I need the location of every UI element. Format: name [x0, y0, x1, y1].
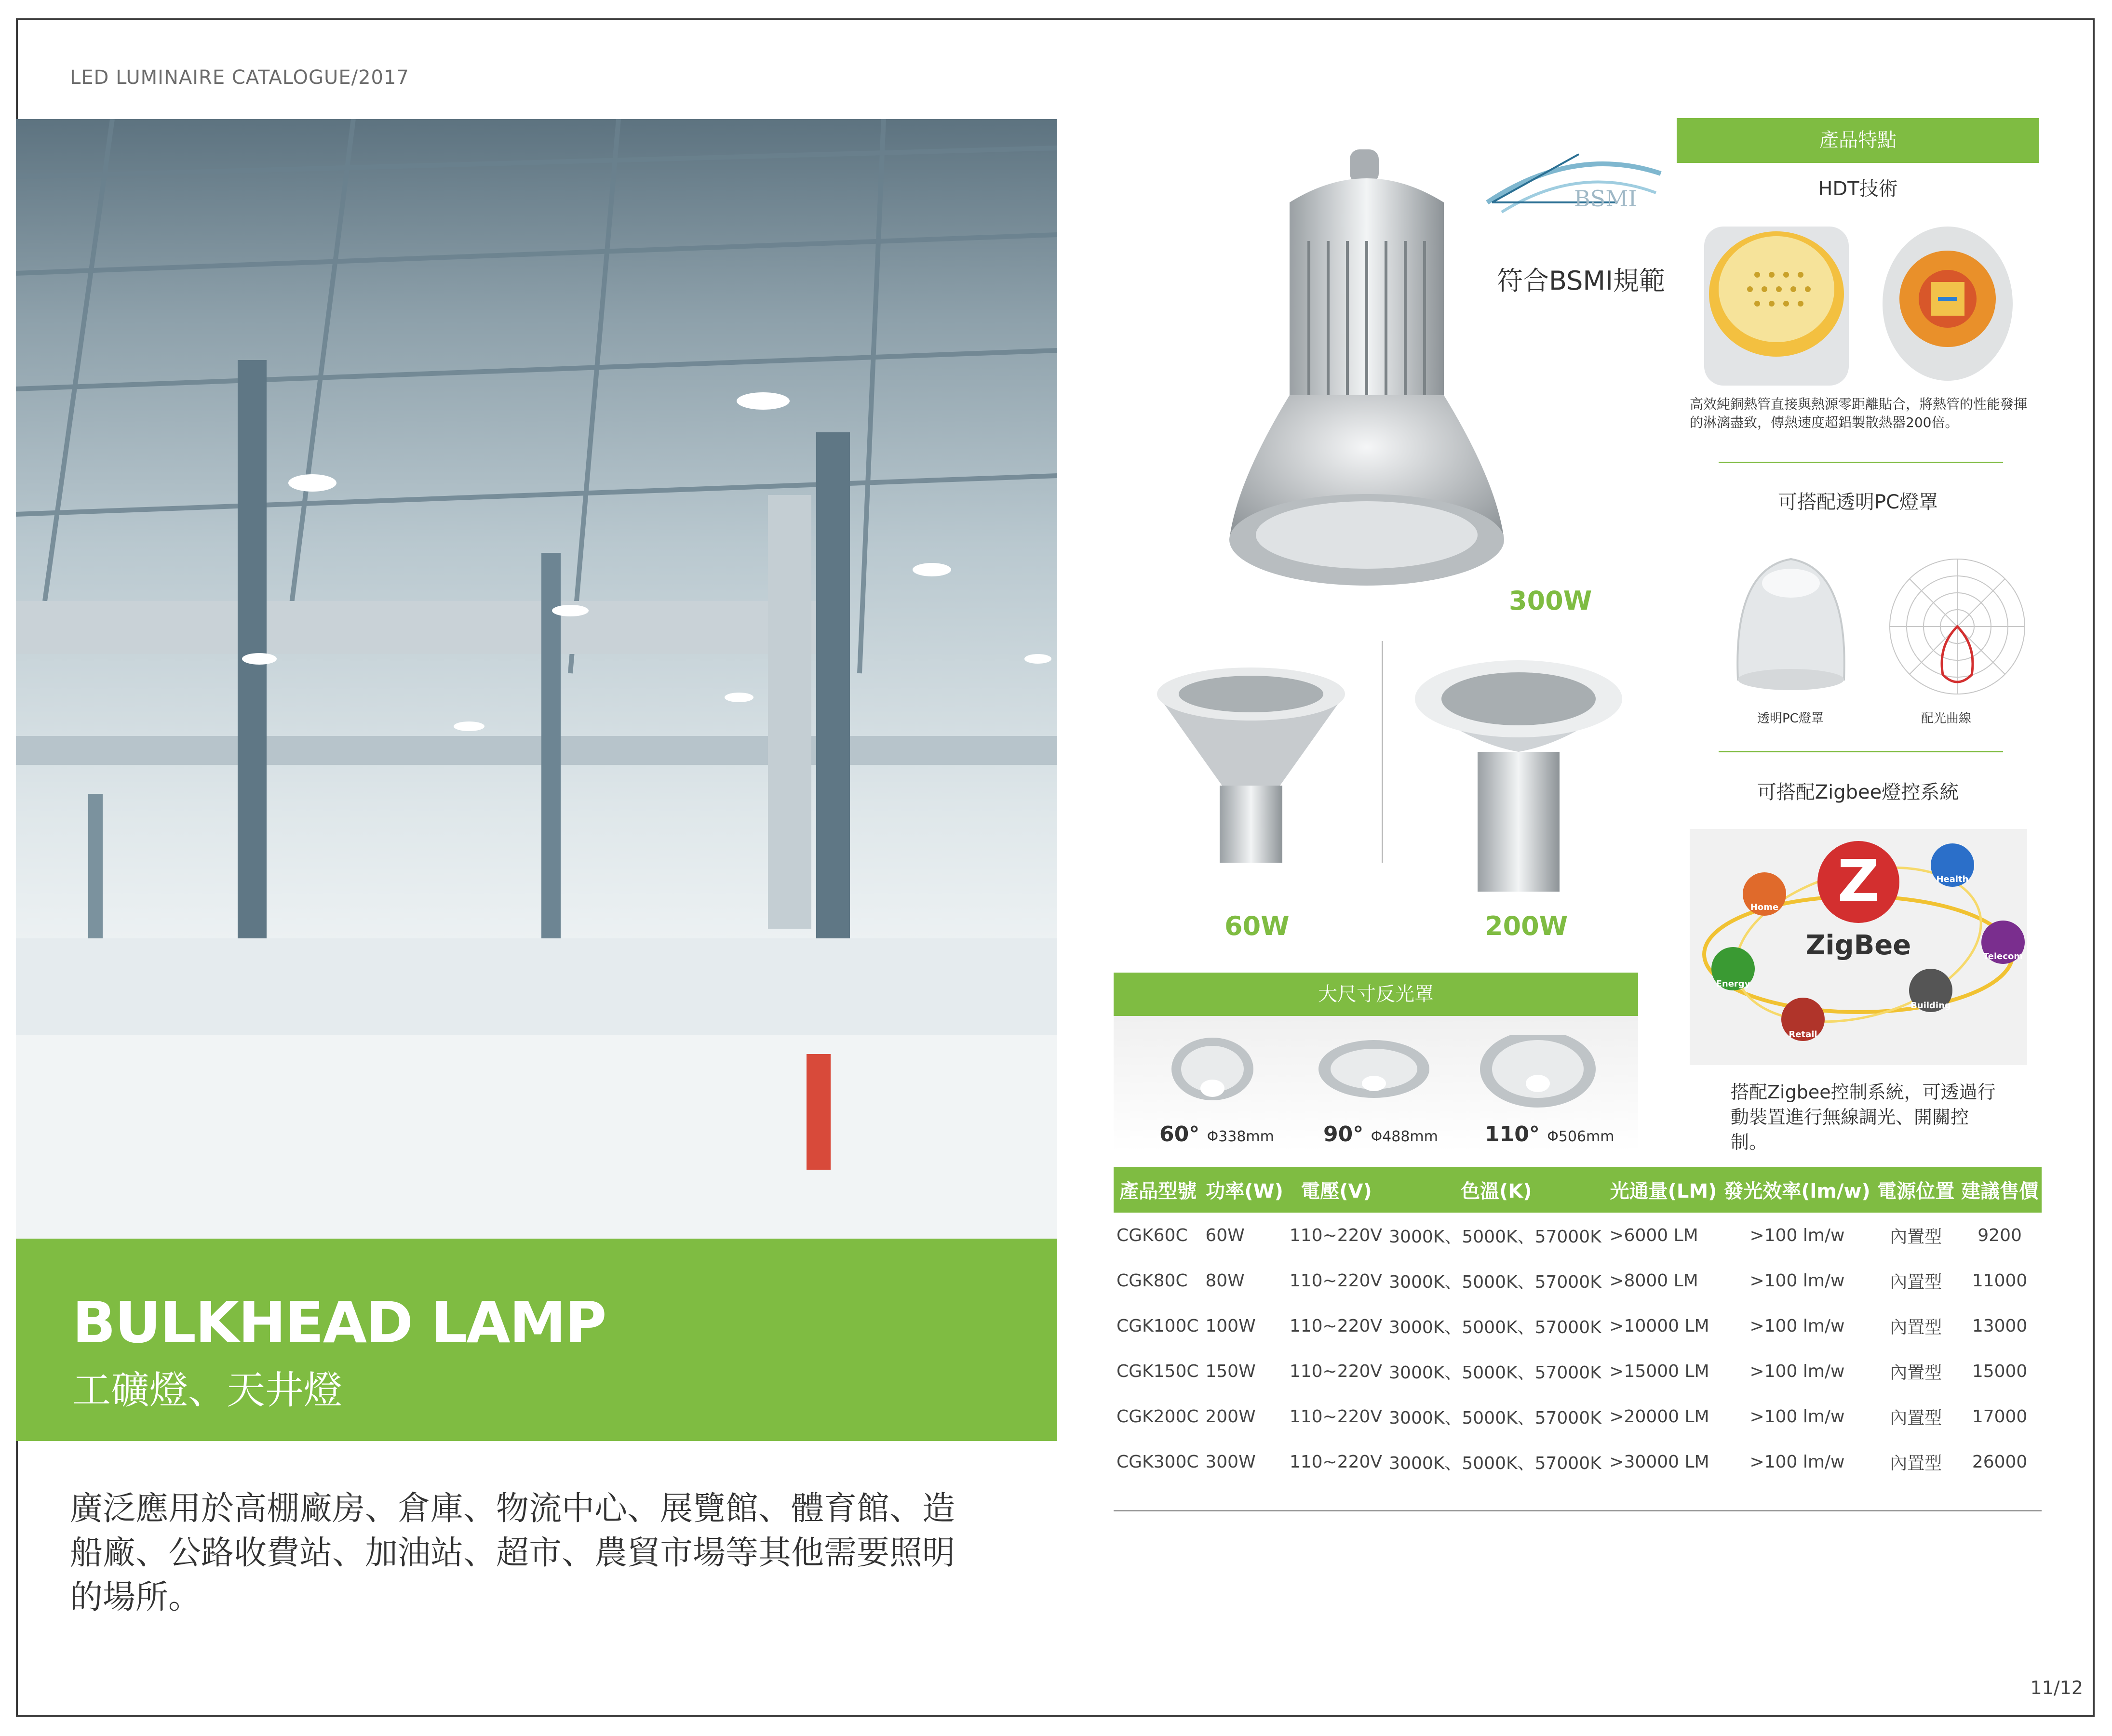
- light-curve-label: 配光曲線: [1921, 711, 1972, 726]
- cell-driver-position: 內置型: [1890, 1227, 1942, 1247]
- pc-cover-label: 透明PC燈罩: [1757, 711, 1824, 726]
- table-row: [1114, 1439, 2042, 1484]
- light-curve-image: [1885, 554, 2030, 699]
- product-description: 廣泛應用於高棚廠房、倉庫、物流中心、展覽館、體育館、造船廠、公路收費站、加油站、超市、農貿市場等其他需要照明的場所。: [70, 1490, 955, 1616]
- cell-model: CGK150C: [1117, 1361, 1199, 1381]
- cell-price: 13000: [1972, 1316, 2028, 1336]
- cell-model: CGK100C: [1117, 1316, 1199, 1336]
- svg-text:Energy: Energy: [1716, 979, 1750, 989]
- cell-efficacy: >100 lm/w: [1749, 1270, 1845, 1291]
- reflector-90-label: 90° Φ488mm: [1323, 1122, 1438, 1147]
- cell-lumen: >30000 LM: [1609, 1452, 1709, 1472]
- cell-color-temp: 3000K、5000K、57000K: [1389, 1227, 1601, 1247]
- cell-driver-position: 內置型: [1890, 1362, 1942, 1383]
- cell-price: 26000: [1972, 1452, 2028, 1472]
- cell-efficacy: >100 lm/w: [1749, 1406, 1845, 1427]
- cell-lumen: >6000 LM: [1609, 1225, 1698, 1245]
- col-model: 產品型號: [1114, 1167, 1202, 1213]
- cell-color-temp: 3000K、5000K、57000K: [1389, 1453, 1601, 1473]
- reflector-panel: [1114, 1016, 1638, 1152]
- cell-color-temp: 3000K、5000K、57000K: [1389, 1362, 1601, 1383]
- cell-voltage: 110~220V: [1289, 1270, 1383, 1291]
- lamp-60w-image: [1155, 665, 1347, 868]
- reflector-60-image: [1171, 1038, 1253, 1100]
- zigbee-diagram: [1690, 829, 2027, 1065]
- zigbee-node-retail: [1781, 998, 1825, 1041]
- cell-lumen: >8000 LM: [1609, 1270, 1698, 1291]
- reflector-110-image: [1480, 1035, 1596, 1108]
- watt-200-label: 200W: [1485, 911, 1568, 941]
- hdt-description: 高效純銅熱管直接與熱源零距離貼合，將熱管的性能發揮的淋漓盡致，傳熱速度超鋁製散熱器200倍。: [1690, 396, 2028, 430]
- reflector-60-label: 60° Φ338mm: [1159, 1122, 1274, 1147]
- cell-model: CGK200C: [1117, 1406, 1199, 1427]
- warehouse-photo: [16, 119, 1057, 1239]
- cell-efficacy: >100 lm/w: [1749, 1361, 1845, 1381]
- svg-text:Health: Health: [1936, 874, 1969, 884]
- col-driver-position: 電源位置: [1874, 1167, 1958, 1213]
- bsmi-logo-text: BSMI: [1574, 186, 1637, 212]
- zigbee-node-energy: [1711, 947, 1755, 990]
- cell-lumen: >10000 LM: [1609, 1316, 1709, 1336]
- lamp-200w-image: [1412, 646, 1625, 896]
- cell-model: CGK80C: [1117, 1270, 1188, 1291]
- bsmi-label: 符合BSMI規範: [1497, 266, 1665, 296]
- cell-voltage: 110~220V: [1289, 1406, 1383, 1427]
- cell-color-temp: 3000K、5000K、57000K: [1389, 1408, 1601, 1428]
- cell-lumen: >20000 LM: [1609, 1406, 1709, 1427]
- cell-price: 11000: [1972, 1270, 2028, 1291]
- cell-model: CGK300C: [1117, 1452, 1199, 1472]
- watt-60-label: 60W: [1224, 911, 1290, 941]
- cell-power: 150W: [1205, 1361, 1256, 1381]
- table-bottom-rule: [1114, 1510, 2042, 1511]
- svg-text:Home: Home: [1750, 902, 1779, 912]
- cell-efficacy: >100 lm/w: [1749, 1452, 1845, 1472]
- col-price: 建議售價: [1958, 1167, 2042, 1213]
- reflector-110-label: 110° Φ506mm: [1485, 1122, 1614, 1147]
- zigbee-title: 可搭配Zigbee燈控系統: [1757, 781, 1959, 803]
- cell-price: 9200: [1977, 1225, 2022, 1245]
- bsmi-logo: [1482, 145, 1666, 222]
- col-efficacy: 發光效率(lm/w): [1721, 1167, 1874, 1213]
- cell-model: CGK60C: [1117, 1225, 1188, 1245]
- cell-power: 80W: [1205, 1270, 1245, 1291]
- cell-driver-position: 內置型: [1890, 1453, 1942, 1473]
- pc-cover-image: [1728, 549, 1854, 694]
- svg-text:Building: Building: [1910, 1001, 1951, 1011]
- table-row: [1114, 1303, 2042, 1349]
- feature-divider-1: [1719, 462, 2003, 463]
- cell-driver-position: 內置型: [1890, 1317, 1942, 1337]
- cell-efficacy: >100 lm/w: [1749, 1316, 1845, 1336]
- cell-power: 300W: [1205, 1452, 1256, 1472]
- hdt-heatpipe-image: [1880, 227, 2015, 386]
- hdt-led-image: [1704, 227, 1849, 386]
- cell-price: 17000: [1972, 1406, 2028, 1427]
- pc-cover-title: 可搭配透明PC燈罩: [1777, 491, 1938, 513]
- reflector-header: 大尺寸反光罩: [1114, 973, 1638, 1016]
- reflector-90-image: [1318, 1040, 1429, 1098]
- warehouse-illustration: [16, 119, 1057, 1239]
- col-lumen: 光通量(LM): [1606, 1167, 1720, 1213]
- zigbee-node-building: [1909, 969, 1952, 1012]
- lamp-300w-image: [1227, 145, 1507, 602]
- features-header: 產品特點: [1677, 118, 2039, 163]
- cell-driver-position: 內置型: [1890, 1408, 1942, 1428]
- table-row: [1114, 1349, 2042, 1394]
- cell-voltage: 110~220V: [1289, 1452, 1383, 1472]
- page-number: 11/12: [2030, 1677, 2083, 1698]
- zigbee-description: 搭配Zigbee控制系統，可透過行動裝置進行無線調光、開關控制。: [1731, 1082, 1996, 1153]
- zigbee-node-health: [1931, 843, 1974, 887]
- cell-color-temp: 3000K、5000K、57000K: [1389, 1317, 1601, 1337]
- cell-power: 60W: [1205, 1225, 1245, 1245]
- cell-efficacy: >100 lm/w: [1749, 1225, 1845, 1245]
- cell-price: 15000: [1972, 1361, 2028, 1381]
- zigbee-logo-text: ZigBee: [1805, 930, 1911, 961]
- cell-power: 100W: [1205, 1316, 1256, 1336]
- zigbee-node-telecom: [1981, 921, 2025, 964]
- cell-voltage: 110~220V: [1289, 1225, 1383, 1245]
- spec-table-header-row: [1114, 1167, 2042, 1213]
- watt-300-label: 300W: [1509, 586, 1592, 616]
- table-row: [1114, 1213, 2042, 1258]
- cell-voltage: 110~220V: [1289, 1361, 1383, 1381]
- spec-table: [1114, 1167, 2042, 1484]
- feature-divider-2: [1719, 751, 2003, 752]
- hdt-title: HDT技術: [1818, 178, 1898, 200]
- col-power: 功率(W): [1202, 1167, 1286, 1213]
- cell-power: 200W: [1205, 1406, 1256, 1427]
- svg-text:Z: Z: [1837, 848, 1880, 915]
- table-row: [1114, 1394, 2042, 1439]
- product-title-zh: 工礦燈、天井燈: [72, 1368, 342, 1413]
- lamp-divider: [1382, 641, 1383, 863]
- catalogue-header: LED LUMINAIRE CATALOGUE/2017: [70, 67, 409, 89]
- col-voltage: 電壓(V): [1287, 1167, 1386, 1213]
- cell-color-temp: 3000K、5000K、57000K: [1389, 1272, 1601, 1292]
- col-color-temp: 色溫(K): [1386, 1167, 1606, 1213]
- cell-lumen: >15000 LM: [1609, 1361, 1709, 1381]
- zigbee-node-home: [1743, 872, 1786, 916]
- svg-text:Retail: Retail: [1789, 1029, 1817, 1040]
- cell-driver-position: 內置型: [1890, 1272, 1942, 1292]
- table-row: [1114, 1258, 2042, 1303]
- cell-voltage: 110~220V: [1289, 1316, 1383, 1336]
- product-title-en: BULKHEAD LAMP: [72, 1289, 606, 1356]
- svg-text:Telecom: Telecom: [1983, 951, 2023, 961]
